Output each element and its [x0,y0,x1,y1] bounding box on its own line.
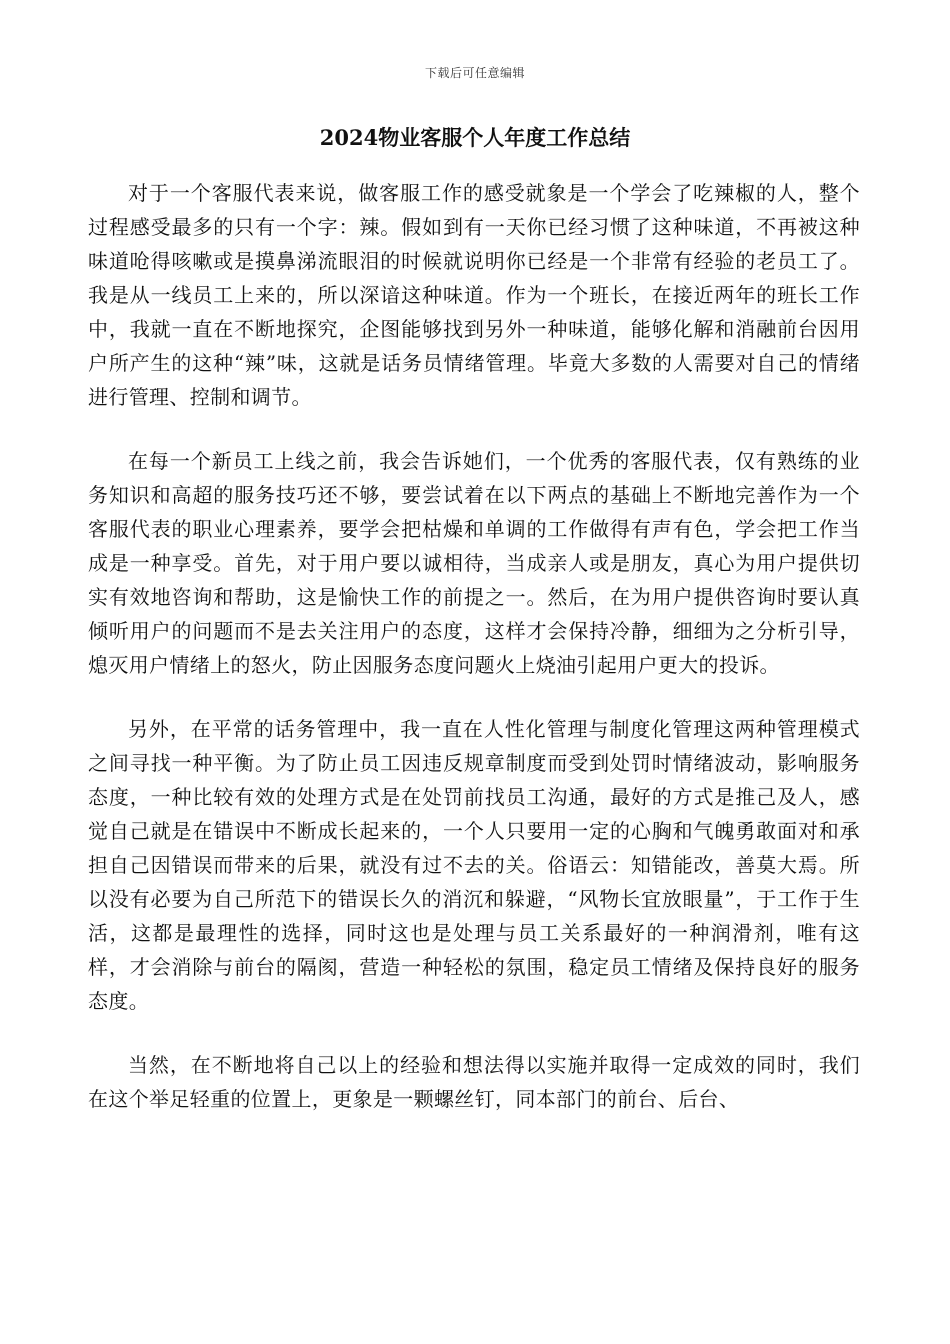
paragraph-2: 在每一个新员工上线之前，我会告诉她们，一个优秀的客服代表，仅有熟练的业务知识和高超的服务技巧还不够，要尝试着在以下两点的基础上不断地完善作为一个客服代表的职业心理素养，要学会把枯燥和单调的工作做得有声有色，学会把工作当成是一种享受。首先，对于用户要以诚相待，当成亲人或是朋友，真心为用户提供切实有效地咨询和帮助，这是愉快工作的前提之一。然后，在为用户提供咨询时要认真倾听用户的问题而不是去关注用户的态度，这样才会保持冷静，细细为之分析引导，熄灭用户情绪上的怒火，防止因服务态度问题火上烧油引起用户更大的投诉。 [88,449,860,677]
paragraph-4: 当然，在不断地将自己以上的经验和想法得以实施并取得一定成效的同时，我们在这个举足轻重的位置上，更象是一颗螺丝钉，同本部门的前台、后台、 [88,1053,860,1111]
paragraph-1: 对于一个客服代表来说，做客服工作的感受就象是一个学会了吃辣椒的人，整个过程感受最多的只有一个字：辣。假如到有一天你已经习惯了这种味道，不再被这种味道呛得咳嗽或是摸鼻涕流眼泪的时候就说明你已经是一个非常有经验的老员工了。我是从一线员工上来的，所以深谙这种味道。作为一个班长，在接近两年的班长工作中，我就一直在不断地探究，企图能够找到另外一种味道，能够化解和消融前台因用户所产生的这种“辣”味，这就是话务员情绪管理。毕竟大多数的人需要对自己的情绪进行管理、控制和调节。 [88,181,860,409]
download-note: 下载后可任意编辑 [424,66,525,80]
paragraph-3: 另外，在平常的话务管理中，我一直在人性化管理与制度化管理这两种管理模式之间寻找一种平衡。为了防止员工因违反规章制度而受到处罚时情绪波动，影响服务态度，一种比较有效的处理方式是在处罚前找员工沟通，最好的方式是推己及人，感觉自己就是在错误中不断成长起来的，一个人只要用一定的心胸和气魄勇敢面对和承担自己因错误而带来的后果，就没有过不去的关。俗语云：知错能改，善莫大焉。所以没有必要为自己所范下的错误长久的消沉和躲避，“风物长宜放眼量”，于工作于生活，这都是最理性的选择，同时这也是处理与员工关系最好的一种润滑剂，唯有这样，才会消除与前台的隔阂，营造一种轻松的氛围，稳定员工情绪及保持良好的服务态度。 [88,717,860,1013]
document-body [88,176,860,1146]
page-title: 2024物业客服个人年度工作总结 [319,125,631,150]
